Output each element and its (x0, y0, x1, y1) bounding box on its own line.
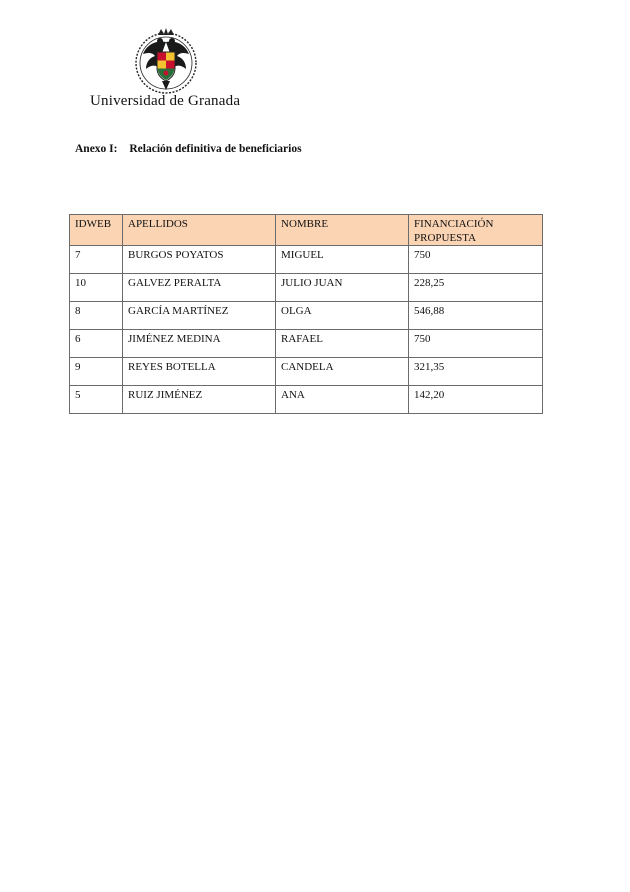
cell-financiacion: 546,88 (409, 302, 543, 330)
column-header-idweb: IDWEB (70, 215, 123, 246)
cell-financiacion: 750 (409, 330, 543, 358)
cell-financiacion: 321,35 (409, 358, 543, 386)
table-row (70, 274, 543, 302)
cell-nombre: MIGUEL (276, 246, 409, 274)
table-row (70, 358, 543, 386)
cell-nombre: CANDELA (276, 358, 409, 386)
cell-nombre: JULIO JUAN (276, 274, 409, 302)
table-row (70, 246, 543, 274)
cell-apellidos: BURGOS POYATOS (123, 246, 276, 274)
cell-idweb: 6 (70, 330, 123, 358)
column-header-financiacion: FINANCIACIÓN PROPUESTA (409, 215, 543, 246)
cell-financiacion: 142,20 (409, 386, 543, 414)
cell-idweb: 9 (70, 358, 123, 386)
cell-idweb: 8 (70, 302, 123, 330)
table-row (70, 386, 543, 414)
table-header-row (70, 215, 543, 246)
university-crest-icon (133, 26, 199, 96)
annex-label: Anexo I: (75, 143, 118, 155)
cell-apellidos: GALVEZ PERALTA (123, 274, 276, 302)
cell-nombre: ANA (276, 386, 409, 414)
cell-idweb: 7 (70, 246, 123, 274)
cell-apellidos: GARCÍA MARTÍNEZ (123, 302, 276, 330)
column-header-apellidos: APELLIDOS (123, 215, 276, 246)
cell-financiacion: 228,25 (409, 274, 543, 302)
column-header-nombre: NOMBRE (276, 215, 409, 246)
table-row (70, 330, 543, 358)
cell-idweb: 10 (70, 274, 123, 302)
cell-apellidos: RUIZ JIMÉNEZ (123, 386, 276, 414)
cell-nombre: RAFAEL (276, 330, 409, 358)
cell-apellidos: JIMÉNEZ MEDINA (123, 330, 276, 358)
cell-financiacion: 750 (409, 246, 543, 274)
cell-idweb: 5 (70, 386, 123, 414)
cell-nombre: OLGA (276, 302, 409, 330)
beneficiaries-table (69, 214, 543, 414)
university-logo (84, 24, 254, 116)
table-row (70, 302, 543, 330)
annex-title: Relación definitiva de beneficiarios (129, 143, 302, 155)
annex-heading (75, 143, 302, 155)
cell-apellidos: REYES BOTELLA (123, 358, 276, 386)
university-name: Universidad de Granada (90, 93, 241, 109)
